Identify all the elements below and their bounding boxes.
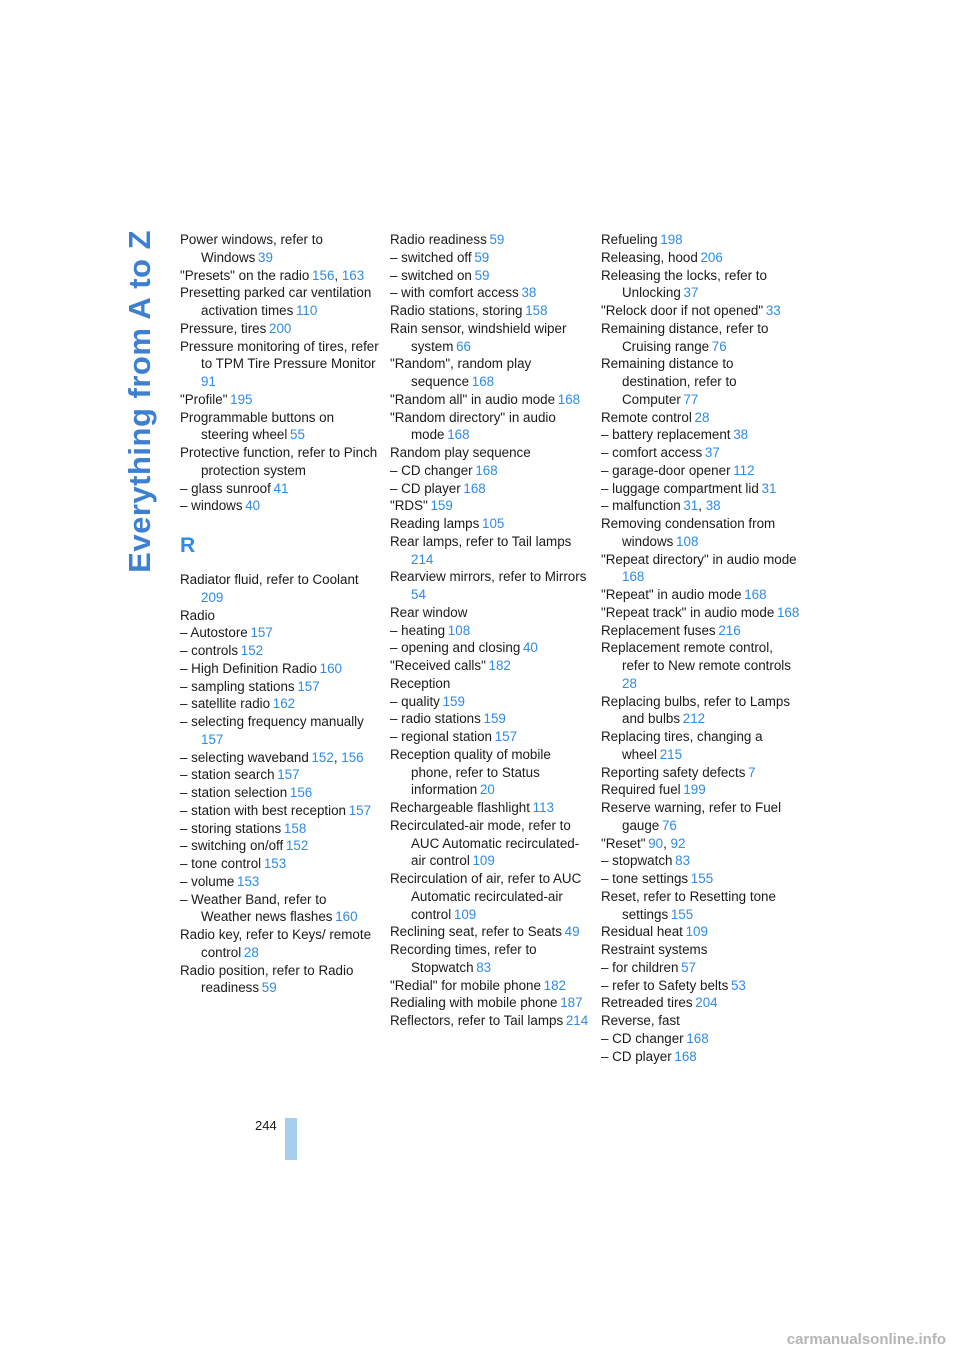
index-term: Reclining seat, refer to Seats [390,924,562,940]
index-term: Removing condensation from windows [601,516,776,549]
page-reference-link[interactable]: 31 [683,498,699,514]
index-entry [601,231,801,249]
index-entry [180,820,380,838]
page-reference-link[interactable]: 212 [682,711,706,727]
index-term: "Profile" [180,391,228,407]
page-reference-link[interactable]: 59 [474,249,490,265]
page-reference-link[interactable]: 109 [453,906,477,922]
index-term: – heating [390,622,446,638]
index-entry [390,320,590,356]
index-term: Remote control [601,409,692,425]
index-entry [390,409,590,445]
index-term: – with comfort access [390,285,519,301]
index-term: – sampling stations [180,678,295,694]
index-term: – tone settings [601,871,689,886]
page-reference-link[interactable]: 187 [560,995,583,1011]
index-term: Rechargeable flashlight [390,800,530,815]
index-entry [601,888,801,924]
index-column-3 [601,231,801,1065]
index-term: – malfunction [601,498,681,514]
page-reference-link[interactable]: 49 [564,924,580,940]
index-term: Radiator fluid, refer to Coolant [180,572,359,587]
page-reference-link[interactable]: 156 [289,785,313,800]
index-term: Reception quality of mobile phone, refer to Status information [390,746,551,798]
page-reference-link[interactable]: 54 [411,587,426,602]
page-reference-link[interactable]: 168 [622,569,645,585]
index-entry [601,728,801,764]
index-term: Pressure, tires [180,320,267,336]
page-reference-link[interactable]: 182 [543,977,566,993]
page-reference-link[interactable]: 152 [285,838,309,854]
index-term: Reporting safety defects [601,764,746,780]
index-entry [180,660,380,678]
index-entry [601,852,801,870]
index-term: – comfort access [601,445,703,460]
page-reference-link[interactable]: 20 [479,782,495,798]
index-term: Presetting parked car ventilation activation times [180,285,372,318]
page-reference-link[interactable]: 39 [258,249,273,265]
index-entry [390,462,590,480]
index-term: – switching on/off [180,838,284,854]
page-reference-link[interactable]: 33 [765,303,781,318]
index-term: – opening and closing [390,640,521,656]
page-reference-link[interactable]: 182 [488,658,511,673]
index-entry [601,551,801,587]
page-reference-link[interactable]: 38 [521,285,537,301]
index-term: Rear lamps, refer to Tail lamps [390,533,572,549]
index-entry [180,642,380,660]
index-entry [601,977,801,995]
page-reference-link[interactable]: 152 [311,749,334,765]
page-reference-link[interactable]: 112 [733,462,755,478]
index-term: Replacing tires, changing a wheel [601,729,763,762]
page-reference-link[interactable]: 40 [522,640,538,656]
page-reference-link[interactable]: 157 [201,731,224,747]
index-term: "Random", random play sequence [390,356,532,389]
index-entry [390,977,590,995]
index-entry [390,1012,590,1030]
index-entry [601,799,801,835]
index-term: "Redial" for mobile phone [390,977,541,993]
index-term: – CD changer [601,1030,684,1046]
index-term: "Relock door if not opened" [601,303,764,318]
page-reference-link[interactable]: 7 [748,764,756,780]
sidebar-title: Everything from A to Z [122,230,157,573]
index-term: – CD player [390,480,461,496]
index-entry [601,959,801,977]
index-term: Random play sequence [390,445,531,460]
page-reference-link[interactable]: 215 [659,746,683,762]
index-term: "Presets" on the radio [180,267,310,283]
index-entry [180,320,380,338]
page-reference-link[interactable]: 38 [733,427,749,443]
index-entry [601,320,801,356]
page-reference-link[interactable]: 162 [272,696,296,712]
index-entry [390,746,590,799]
index-entry [601,480,801,498]
index-entry [601,622,801,640]
index-entry [180,624,380,642]
index-term: – battery replacement [601,427,731,443]
page-reference-link[interactable]: 206 [700,249,723,265]
page-reference-link[interactable]: 59 [489,232,505,247]
index-term: "Repeat directory" in audio mode [601,551,797,567]
index-term: Recirculation of air, refer to AUC Automatic recirculated-air control [390,871,582,922]
page-reference-link[interactable]: 195 [230,391,253,407]
page-reference-link[interactable]: 152 [240,643,264,658]
index-entry [390,391,590,409]
index-term: Rearview mirrors, refer to Mirrors [390,569,587,585]
index-term: – station selection [180,785,288,800]
page-reference-link[interactable]: 156 [312,267,335,283]
index-term: Radio position, refer to Radio readiness [180,962,354,996]
index-entry [601,267,801,303]
page-reference-link[interactable]: 158 [525,303,548,318]
page-reference-link[interactable]: 31 [761,480,777,496]
index-term: – station with best reception [180,802,346,818]
page-reference-link[interactable]: 159 [430,498,453,514]
index-term: – High Definition Radio [180,660,317,676]
index-term: Replacement remote control, refer to New remote controls [601,640,791,673]
page-reference-link[interactable]: 168 [744,587,767,602]
index-entry [601,994,801,1012]
index-term: Recording times, refer to Stopwatch [390,942,537,975]
index-term: Programmable buttons on steering wheel [180,409,335,443]
index-entry [180,873,380,891]
index-term: Redialing with mobile phone [390,995,558,1011]
page-reference-link[interactable]: 157 [277,767,300,783]
index-entry [180,284,380,320]
index-entry [601,639,801,692]
index-column-1 [180,231,380,997]
index-entry [180,338,380,391]
page-reference-link[interactable]: 37 [704,445,720,460]
index-entry [390,497,590,515]
page-reference-link[interactable]: 55 [290,427,305,443]
index-term: "Reset" [601,835,646,851]
page-reference-link[interactable]: 163 [341,267,365,283]
index-entry [601,923,801,941]
index-entry [601,764,801,782]
index-entry [390,728,590,746]
index-term: – station search [180,767,275,783]
index-term: Retreaded tires [601,995,693,1011]
index-term: Reverse, fast [601,1013,680,1028]
index-term: Reception [390,675,451,691]
watermark: carmanualsonline.info [786,1331,946,1348]
index-term: Releasing, hood [601,249,698,265]
index-entry [390,249,590,267]
page-reference-link[interactable]: 155 [690,871,714,886]
page-reference-link[interactable]: 77 [683,391,699,407]
index-term: "Repeat" in audio mode [601,587,742,602]
index-term: – quality [390,693,440,709]
index-term: Reading lamps [390,516,480,531]
page-reference-link[interactable]: 155 [670,906,694,922]
index-term: Remaining distance to destination, refer to Computer [601,356,737,407]
index-entry [601,444,801,462]
page-reference-link[interactable]: 83 [675,853,691,869]
page-reference-link[interactable]: 28 [622,675,637,691]
index-term: – CD changer [390,462,473,478]
page-reference-link[interactable]: 157 [494,729,518,744]
index-term: Power windows, refer to Windows [180,232,323,265]
page-reference-link[interactable]: 53 [730,977,746,993]
index-entry [180,802,380,820]
page-reference-link[interactable]: 66 [456,338,472,354]
page-reference-link[interactable]: 200 [269,320,292,336]
index-entry [180,607,380,625]
index-entry [601,941,801,959]
index-term: – volume [180,873,235,889]
page-reference-link[interactable]: 153 [263,856,287,871]
index-term: – radio stations [390,711,481,727]
index-entry [390,302,590,320]
page-reference-link[interactable]: 109 [685,924,708,940]
index-entry [180,571,380,607]
page-reference-link[interactable]: 160 [335,909,358,925]
index-entry [390,568,590,604]
index-entry [180,231,380,267]
index-term: – refer to Safety belts [601,977,729,993]
index-term: – glass sunroof [180,480,271,496]
index-entry [180,713,380,749]
index-term: – storing stations [180,820,282,836]
index-entry: "Presets" on the radio 156, 163 [180,267,365,283]
page-reference-link[interactable]: 57 [681,959,697,975]
page-reference-link[interactable]: 110 [295,303,318,318]
page-reference-link[interactable]: 168 [471,374,495,389]
page-reference-link[interactable]: 90 [648,835,664,851]
index-term: – Autostore [180,625,248,641]
index-entry [390,693,590,711]
page-reference-link[interactable]: 113 [532,800,554,815]
index-term: "Random directory" in audio mode [390,409,556,443]
index-term: "RDS" [390,498,428,514]
index-entry [180,497,380,515]
page-reference-link[interactable]: 216 [718,622,741,638]
index-entry [390,267,590,285]
index-entry [390,444,590,462]
page-reference-link[interactable]: 160 [319,660,342,676]
index-term: – CD player [601,1048,672,1064]
index-term: – stopwatch [601,853,673,869]
index-entry [180,444,380,480]
index-entry [601,1048,801,1066]
index-term: Releasing the locks, refer to Unlocking [601,267,767,301]
index-entry [390,355,590,391]
index-entry [180,695,380,713]
index-entry [390,710,590,728]
page-reference-link[interactable]: 168 [557,391,581,407]
index-entry [180,480,380,498]
page-reference-link[interactable]: 37 [683,285,699,301]
index-entry [601,302,801,320]
index-term: – regional station [390,729,492,744]
page-reference-link[interactable]: 28 [694,409,710,425]
index-entry [601,426,801,444]
page-reference-link[interactable]: 28 [243,944,259,960]
index-entry [180,766,380,784]
page-reference-link[interactable]: 168 [463,480,486,496]
index-term: – switched on [390,267,472,283]
index-entry [180,409,380,445]
index-entry [180,678,380,696]
page-reference-link[interactable]: 59 [261,980,277,996]
page-number: 244 [255,1118,277,1133]
section-heading: R [180,534,196,557]
page-reference-link[interactable]: 209 [201,589,224,605]
page-reference-link[interactable]: 109 [472,853,495,869]
index-term: Reset, refer to Resetting tone settings [601,888,776,922]
index-entry [390,604,590,622]
index-term: Residual heat [601,924,683,940]
index-entry [601,870,801,888]
index-entry [180,962,380,998]
index-entry [180,926,380,962]
index-term: Radio stations, storing [390,303,523,318]
index-entry [601,409,801,427]
index-entry [601,781,801,799]
page-reference-link[interactable]: 108 [447,622,471,638]
index-entry: – selecting waveband 152, 156 [180,749,364,765]
index-entry [601,693,801,729]
index-term: Remaining distance, refer to Cruising range [601,320,769,354]
index-column-2 [390,231,590,1030]
index-term: – garage-door opener [601,462,731,478]
index-term: Rain sensor, windshield wiper system [390,320,567,354]
page-reference-link[interactable]: 76 [661,817,677,833]
page-reference-link[interactable]: 83 [476,959,492,975]
index-term: – switched off [390,249,472,265]
index-term: Reserve warning, refer to Fuel gauge [601,800,782,833]
index-term: – selecting frequency manually [180,714,364,729]
page-reference-link[interactable]: 157 [348,802,372,818]
index-entry [390,533,590,569]
index-term: – Weather Band, refer to Weather news flashes [180,891,333,925]
index-entry [390,923,590,941]
index-term: "Random all" in audio mode [390,391,556,407]
page-reference-link[interactable]: 168 [674,1048,697,1064]
page-marker-bar [285,1118,297,1160]
page-reference-link[interactable]: 105 [482,516,505,531]
page-reference-link[interactable]: 91 [201,374,216,389]
index-term: Refueling [601,232,658,247]
index-entry [180,784,380,802]
index-entry: "Reset" 90, 92 [601,835,686,851]
index-term: "Received calls" [390,658,486,673]
index-term: Required fuel [601,782,681,798]
page-reference-link[interactable]: 168 [686,1030,709,1046]
index-term: – windows [180,498,243,514]
index-entry [601,515,801,551]
index-entry [180,891,380,927]
index-term: – tone control [180,856,262,871]
page-reference-link[interactable]: 214 [411,551,434,567]
index-term: Pressure monitoring of tires, refer to TPM Tire Pressure Monitor [180,338,379,372]
index-entry [390,515,590,533]
page-reference-link[interactable]: 168 [475,462,498,478]
page-reference-link[interactable]: 157 [297,678,320,694]
index-entry [180,391,380,409]
index-term: Recirculated-air mode, refer to AUC Automatic recirculated-air control [390,817,580,869]
index-entry [601,355,801,408]
index-entry [390,941,590,977]
index-entry: – malfunction 31, 38 [601,498,721,514]
page-reference-link[interactable]: 214 [565,1013,589,1028]
index-entry [390,657,590,675]
page-reference-link[interactable]: 38 [705,498,721,514]
index-entry [390,870,590,923]
index-term: Replacing bulbs, refer to Lamps and bulbs [601,693,791,727]
page-reference-link[interactable]: 156 [341,749,364,765]
page-reference-link[interactable]: 198 [660,232,683,247]
index-term: Reflectors, refer to Tail lamps [390,1013,564,1028]
index-term: "Repeat track" in audio mode [601,604,775,620]
index-entry [601,1012,801,1030]
page-reference-link[interactable]: 157 [250,625,273,641]
page-reference-link[interactable]: 199 [683,782,706,798]
index-entry [390,639,590,657]
index-entry [601,586,801,604]
index-term: Rear window [390,604,468,620]
index-entry [390,480,590,498]
index-entry [390,994,590,1012]
page-reference-link[interactable]: 41 [273,480,289,496]
page-reference-link[interactable]: 59 [474,267,490,283]
index-term: Replacement fuses [601,622,716,638]
index-entry [390,284,590,302]
page-reference-link[interactable]: 76 [711,338,727,354]
index-entry [390,675,590,693]
index-entry [601,1030,801,1048]
index-entry [601,249,801,267]
index-entry [390,622,590,640]
index-entry [601,462,801,480]
page-reference-link[interactable]: 168 [447,427,470,443]
index-term: – controls [180,643,239,658]
index-term: – luggage compartment lid [601,480,759,496]
page-reference-link[interactable]: 159 [442,693,465,709]
index-term: Radio readiness [390,232,487,247]
page-reference-link[interactable]: 92 [670,835,686,851]
page-reference-link[interactable]: 204 [695,995,718,1011]
page-reference-link[interactable]: 40 [245,498,261,514]
page-reference-link[interactable]: 159 [483,711,506,727]
index-entry [180,855,380,873]
index-term: Restraint systems [601,942,708,957]
index-entry [180,837,380,855]
page-reference-link[interactable]: 158 [283,820,307,836]
index-entry [390,231,590,249]
page-reference-link[interactable]: 108 [676,533,699,549]
index-term: Radio key, refer to Keys/ remote control [180,927,372,960]
page-reference-link[interactable]: 168 [776,604,800,620]
index-term: – selecting waveband [180,749,309,765]
index-entry [390,799,590,817]
index-term: – for children [601,959,679,975]
index-entry [390,817,590,870]
index-entry [601,604,801,622]
page-reference-link[interactable]: 153 [237,873,260,889]
index-term: Protective function, refer to Pinch protection system [180,445,378,478]
index-term: – satellite radio [180,696,271,712]
index-term: Radio [180,607,215,623]
